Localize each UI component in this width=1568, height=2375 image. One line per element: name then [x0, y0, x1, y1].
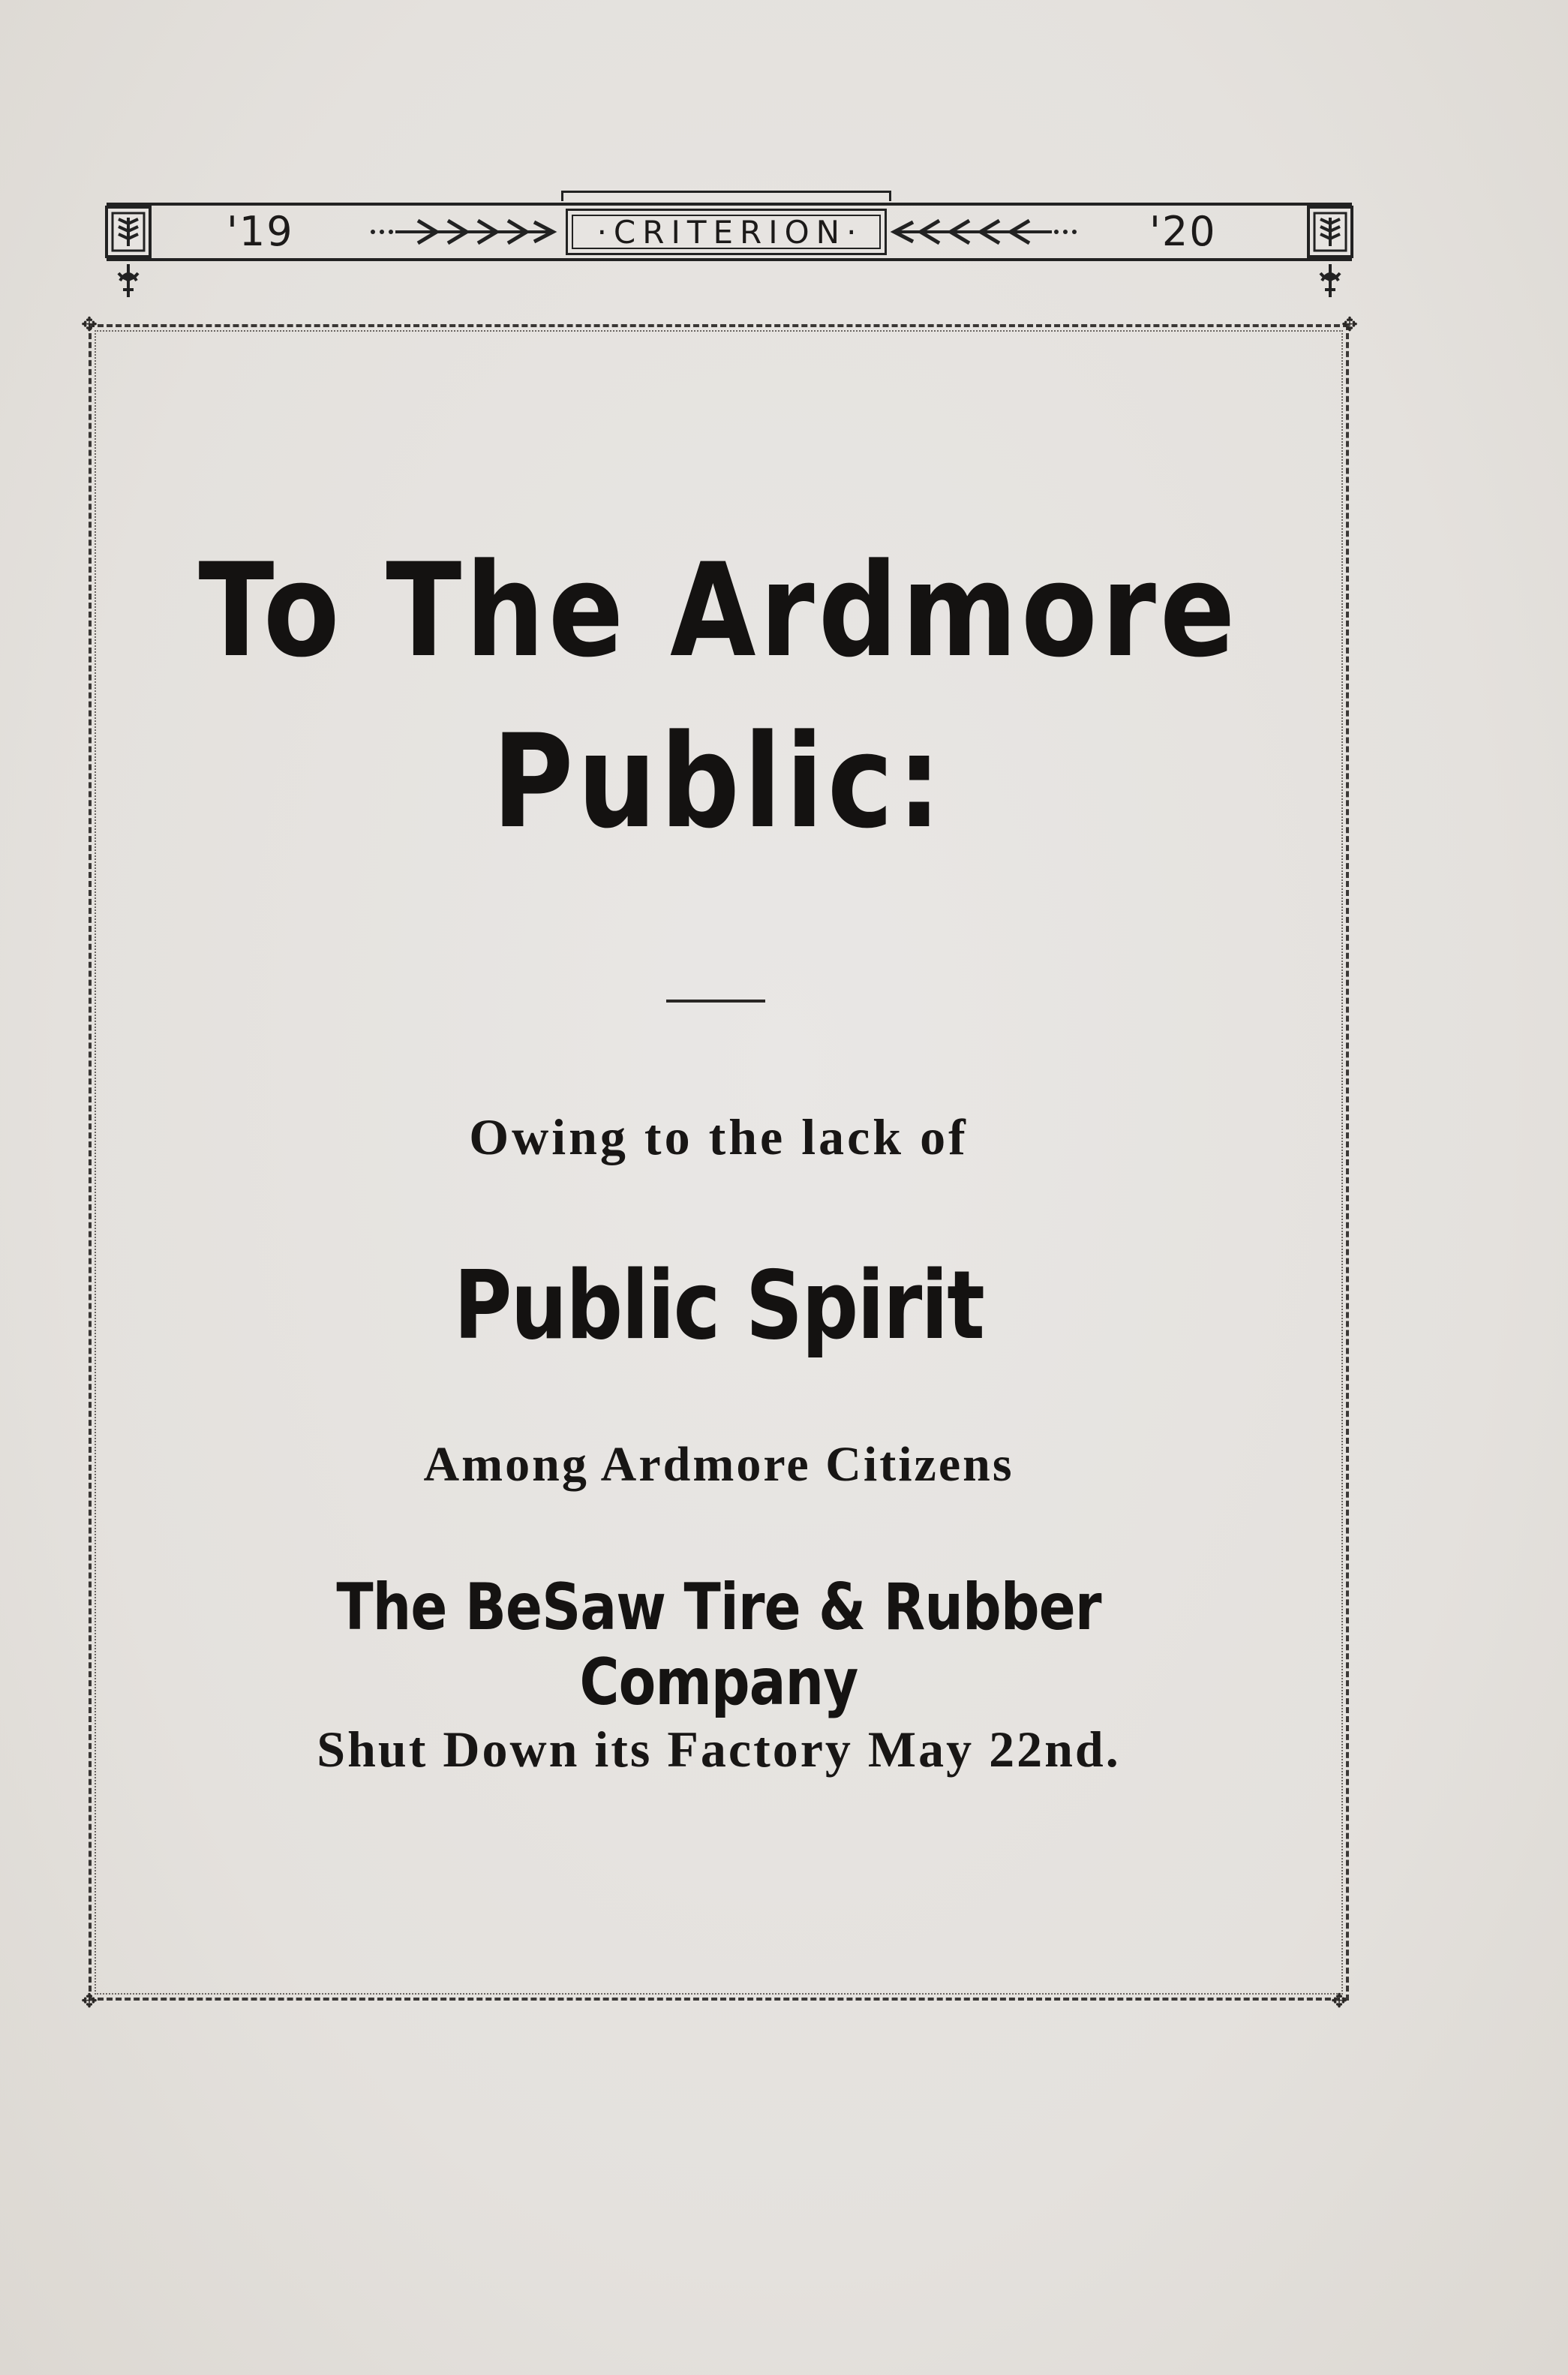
wheat-emblem-icon	[1307, 206, 1353, 258]
short-divider-rule	[666, 1000, 765, 1003]
title-cap-rule	[561, 191, 891, 201]
notice-line-shutdown: Shut Down its Factory May 22nd.	[317, 1721, 1121, 1778]
fleur-pendant-icon	[110, 263, 147, 299]
page-header-ornament	[107, 203, 1352, 261]
notice-line-among: Among Ardmore Citizens	[423, 1437, 1014, 1492]
arrow-ornament-right-icon	[365, 215, 560, 249]
wheat-emblem-icon	[105, 206, 152, 258]
corner-star-icon: ✥	[81, 1990, 98, 2013]
notice-line-public-spirit: Public Spirit	[453, 1250, 984, 1360]
notice-line-company: The BeSaw Tire & Rubber Company	[336, 1570, 1101, 1720]
journal-title: ·CRITERION·	[596, 213, 864, 251]
headline-line-2: Public:	[492, 706, 945, 857]
corner-star-icon: ✥	[1341, 314, 1358, 336]
corner-star-icon: ✥	[81, 314, 98, 336]
notice-headline	[177, 525, 1261, 867]
fleur-pendant-icon	[1311, 263, 1349, 299]
year-start: '19	[227, 208, 294, 255]
corner-star-icon: ✥	[1331, 1990, 1347, 2013]
notice-line-owing: Owing to the lack of	[469, 1108, 969, 1165]
headline-line-1: To The Ardmore	[198, 535, 1239, 686]
arrow-ornament-left-icon	[887, 215, 1082, 249]
year-end: '20	[1149, 208, 1217, 255]
journal-title-frame	[566, 209, 887, 255]
